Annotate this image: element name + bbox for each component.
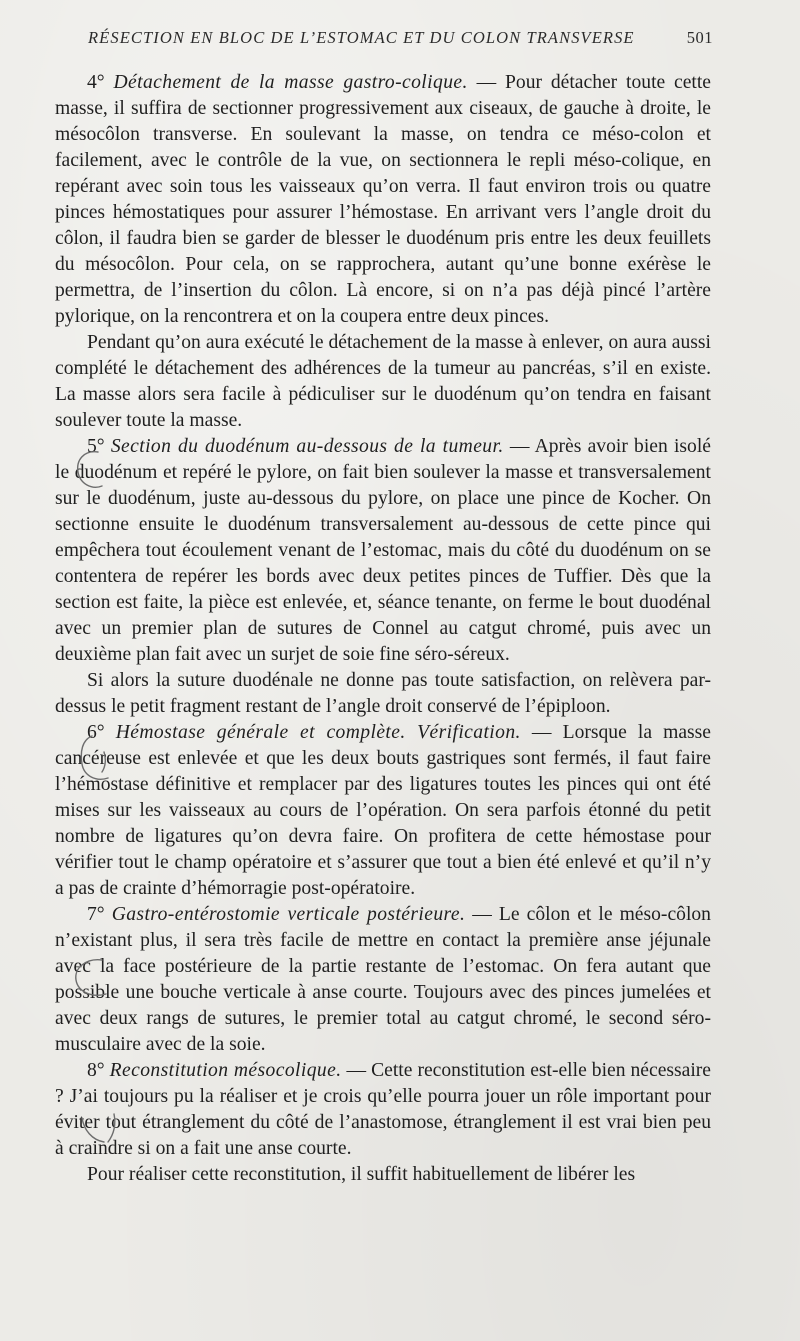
section-number: 8° xyxy=(87,1060,105,1081)
section-number: 5° xyxy=(87,436,105,457)
paragraph-text: — Pour détacher toute cette masse, il suffira de sectionner progressivement aux ciseaux, de gauche à droite, le mésocôlon transverse. En soulevant la masse, on tendra ce méso-colon et facilement, avec le contrôle de la vue, on sectionnera le repli méso-colique, en repérant avec soin tous les vaisseaux qu’on verra. Il faut environ trois ou quatre pinces hémostatiques pour assurer l’hémostase. En arrivant vers l’angle droit du côlon, il faudra bien se garder de blesser le duodénum pris entre les deux feuillets du mésocôlon. Pour cela, on se rapprochera, autant qu’une bonne exérèse le permettra, de l’insertion du côlon. Là encore, si on n’a pas déjà pincé l’artère pylorique, on la rencontrera et on la coupera entre deux pinces. xyxy=(55,72,712,327)
paragraph-section-8 xyxy=(55,1058,711,1162)
section-heading: Reconstitution mésocolique. xyxy=(109,1060,342,1081)
paragraph-plain xyxy=(55,330,711,434)
paragraph-text: — Cette reconstitution est-elle bien nécessaire ? J’ai toujours pu la réaliser et je crois qu’elle pourra jouer un rôle important pour éviter tout étranglement du côté de l’anastomose, étranglement il est vrai bien peu à craindre si on a fait une anse courte. xyxy=(55,1060,712,1159)
body-text xyxy=(55,70,711,1188)
section-heading: Gastro-entérostomie verticale postérieure. xyxy=(111,904,466,925)
page-number: 501 xyxy=(686,28,713,47)
section-number: 7° xyxy=(87,904,105,925)
running-header xyxy=(88,28,713,52)
paragraph-section-7 xyxy=(55,902,711,1058)
section-heading: Section du duodénum au-dessous de la tumeur. xyxy=(110,436,504,457)
section-heading: Détachement de la masse gastro-colique. xyxy=(113,72,468,93)
paragraph-text: — Le côlon et le méso-côlon n’existant plus, il sera très facile de mettre en contact la première anse jéjunale avec la face postérieure de la partie restante de l’estomac. On fera autant que possible une bouche verticale à anse courte. Toujours avec des pinces jumelées et avec deux rangs de sutures, le premier total au catgut chromé, le second séro-musculaire avec de la soie. xyxy=(55,904,711,1055)
section-heading: Hémostase générale et complète. Vérification. xyxy=(115,722,521,743)
paragraph-section-4 xyxy=(55,70,711,330)
paragraph-text: — Après avoir bien isolé le duodénum et repéré le pylore, on fait bien soulever la masse et transversalement sur le duodénum, juste au-dessous du pylore, on place une pince de Kocher. On sectionne ensuite le duodénum transversalement au-dessous de cette pince qui empêchera tout écoulement venant de l’estomac, mais du côté du duodénum on se contentera de repérer les bords avec deux petites pinces de Tuffier. Dès que la section est faite, la pièce est enlevée, et, séance tenante, on ferme le bout duodénal avec un premier plan de sutures de Connel au catgut chromé, puis avec un deuxième plan fait avec un surjet de soie fine séro-séreux. xyxy=(55,436,711,665)
paragraph-section-6 xyxy=(55,720,711,902)
paragraph-text: Si alors la suture duodénale ne donne pas toute satisfaction, on relèvera par-dessus le petit fragment restant de l’angle droit conservé de l’épiploon. xyxy=(55,670,711,717)
paragraph-plain xyxy=(55,668,711,720)
paragraph-plain xyxy=(55,1162,711,1188)
section-number: 4° xyxy=(87,72,105,93)
running-title: RÉSECTION EN BLOC DE L’ESTOMAC ET DU COLON TRANSVERSE xyxy=(88,28,635,47)
paragraph-section-5 xyxy=(55,434,711,668)
paragraph-text: — Lorsque la masse cancéreuse est enlevée et que les deux bouts gastriques sont fermés, il faut faire l’hémostase définitive et remplacer par des ligatures toutes les pinces qui ont été mises sur les vaisseaux au cours de l’opération. On sera parfois étonné du petit nombre de ligatures qu’on devra faire. On profitera de cette hémostase pour vérifier tout le champ opératoire et s’assurer que tout a bien été enlevé et qu’il n’y a pas de crainte d’hémorragie post-opératoire. xyxy=(55,722,711,899)
paragraph-text: Pour réaliser cette reconstitution, il suffit habituellement de libérer les xyxy=(87,1164,636,1185)
paragraph-text: Pendant qu’on aura exécuté le détachement de la masse à enlever, on aura aussi complété le détachement des adhérences de la tumeur au pancréas, s’il en existe. La masse alors sera facile à pédiculiser sur le duodénum qu’on tendra en faisant soulever toute la masse. xyxy=(55,332,711,431)
section-number: 6° xyxy=(87,722,105,743)
